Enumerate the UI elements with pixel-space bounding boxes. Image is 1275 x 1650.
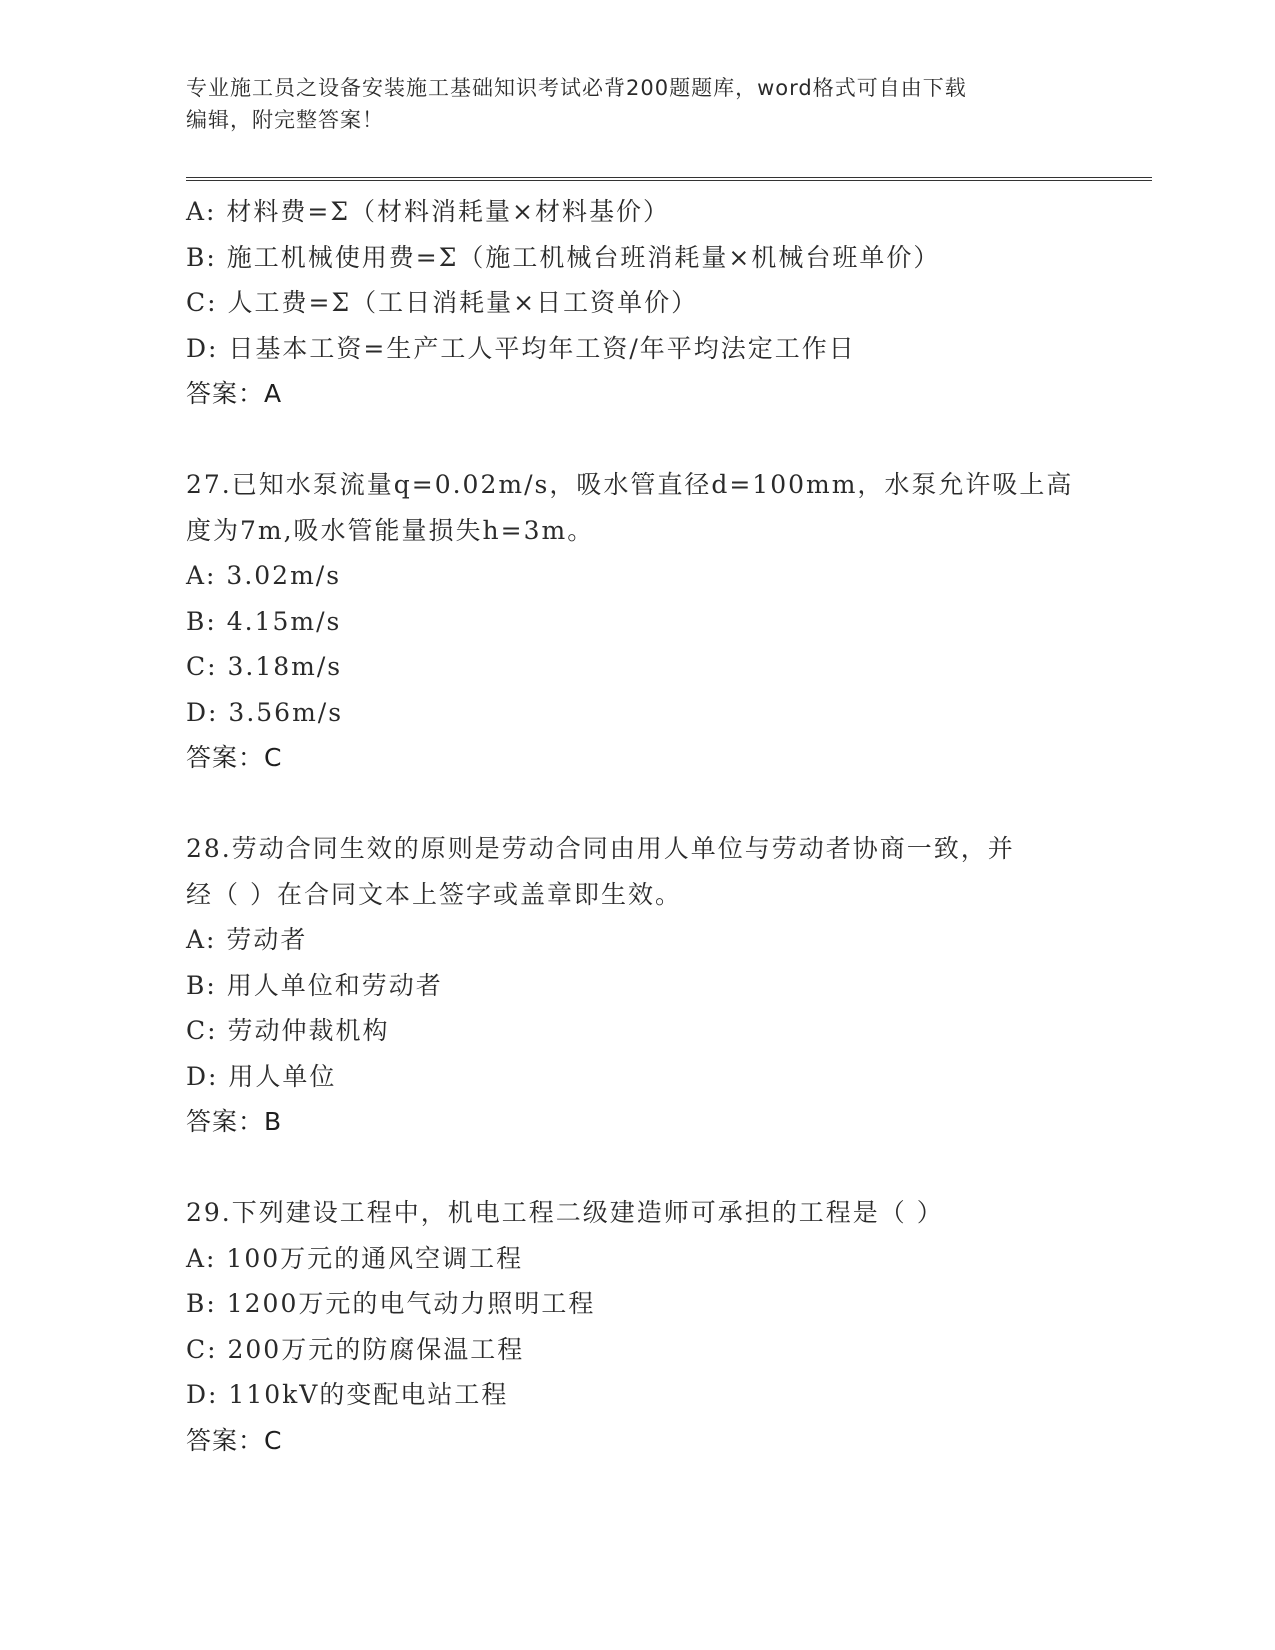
option-d: D: 用人单位: [186, 1061, 337, 1091]
option-a: A: 3.02m/s: [186, 561, 342, 590]
option-c: C: 200万元的防腐保温工程: [186, 1334, 525, 1364]
option-d: D: 日基本工资=生产工人平均年工资/年平均法定工作日: [186, 333, 856, 363]
answer-29: 答案：C: [186, 1425, 283, 1455]
option-b: B: 4.15m/s: [186, 606, 342, 636]
question-28: [186, 826, 1152, 1145]
question-stem-line: 度为7m,吸水管能量损失h=3m。: [186, 515, 595, 545]
option-c: C: 人工费=Σ（工日消耗量×日工资单价）: [186, 288, 699, 317]
question-list: [186, 189, 1152, 1463]
option-c: C: 3.18m/s: [186, 652, 343, 681]
header-title-line-1: 专业施工员之设备安装施工基础知识考试必背200题题库，word格式可自由下载: [186, 76, 967, 100]
option-d: D: 110kV的变配电站工程: [186, 1380, 509, 1409]
header-divider: [186, 177, 1152, 181]
option-b: B: 用人单位和劳动者: [186, 970, 443, 1000]
question-stem-line: 经（ ）在合同文本上签字或盖章即生效。: [186, 879, 682, 909]
answer-26: 答案：A: [186, 379, 283, 408]
question-26-continued: [186, 189, 1152, 417]
answer-28: 答案：B: [186, 1107, 283, 1136]
answer-27: 答案：C: [186, 743, 283, 772]
option-d: D: 3.56m/s: [186, 697, 344, 727]
document-header: [186, 72, 1086, 136]
option-a: A: 材料费=Σ（材料消耗量×材料基价）: [186, 197, 670, 226]
question-29: [186, 1190, 1152, 1463]
header-title-line-2: 编辑，附完整答案！: [186, 108, 384, 132]
question-stem-line: 28.劳动合同生效的原则是劳动合同由用人单位与劳动者协商一致，并: [186, 834, 1015, 863]
option-a: A: 100万元的通风空调工程: [186, 1243, 524, 1273]
option-b: B: 施工机械使用费=Σ（施工机械台班消耗量×机械台班单价）: [186, 242, 941, 272]
document-page: [186, 0, 1156, 1650]
question-27: [186, 462, 1152, 781]
option-c: C: 劳动仲裁机构: [186, 1016, 390, 1045]
question-stem-line: 27.已知水泵流量q=0.02m/s，吸水管直径d=100mm，水泵允许吸上高: [186, 470, 1074, 499]
option-a: A: 劳动者: [186, 925, 308, 954]
option-b: B: 1200万元的电气动力照明工程: [186, 1289, 596, 1318]
question-stem-line: 29.下列建设工程中，机电工程二级建造师可承担的工程是（ ）: [186, 1198, 944, 1227]
